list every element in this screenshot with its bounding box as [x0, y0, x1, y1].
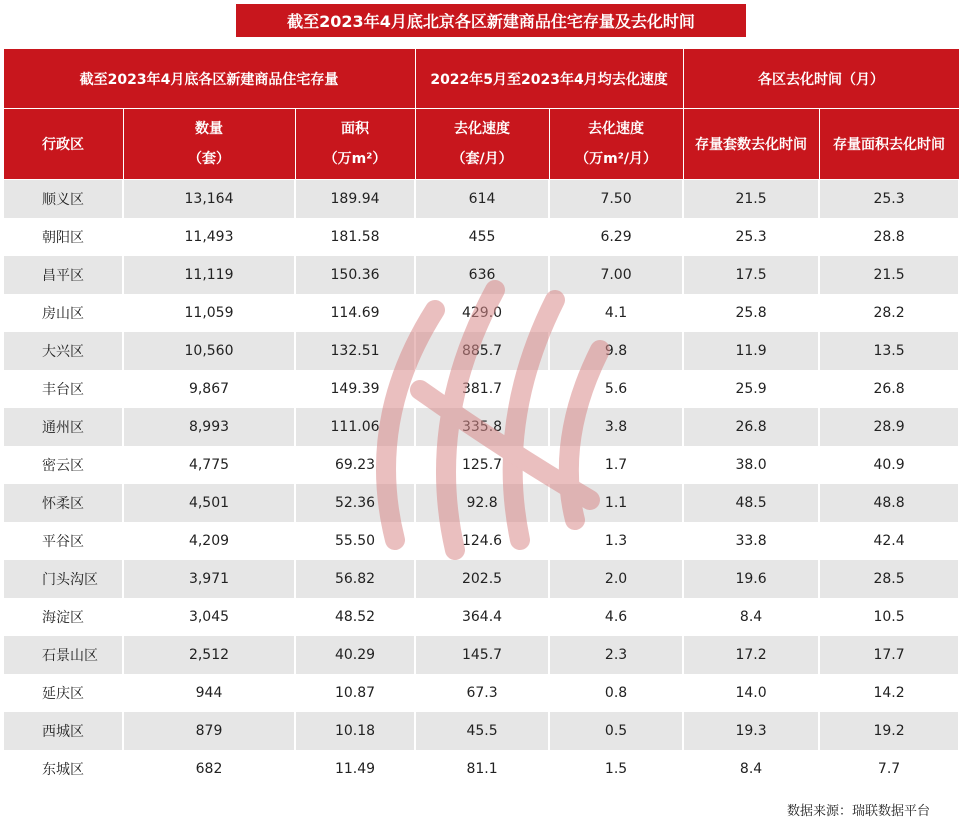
column-header-speed-units: [415, 109, 549, 180]
data-source-note: 数据来源：瑞联数据平台: [786, 804, 930, 819]
speed-area-cell: 3.8: [549, 408, 683, 446]
time-units-cell: 19.3: [683, 712, 819, 750]
time-area-cell: 28.8: [819, 218, 959, 256]
speed-units-cell: 67.3: [415, 674, 549, 712]
speed-area-cell: 7.50: [549, 180, 683, 219]
time-area-cell: 40.9: [819, 446, 959, 484]
speed-units-cell: 381.7: [415, 370, 549, 408]
area-cell: 181.58: [295, 218, 415, 256]
speed-units-cell: 124.6: [415, 522, 549, 560]
stock-table: [2, 48, 960, 788]
time-units-cell: 26.8: [683, 408, 819, 446]
table-row: [3, 560, 959, 598]
district-cell: 石景山区: [3, 636, 123, 674]
time-units-cell: 38.0: [683, 446, 819, 484]
table-row: [3, 332, 959, 370]
district-cell: 大兴区: [3, 332, 123, 370]
speed-units-cell: 335.8: [415, 408, 549, 446]
time-units-cell: 19.6: [683, 560, 819, 598]
speed-units-cell: 455: [415, 218, 549, 256]
speed-area-cell: 7.00: [549, 256, 683, 294]
area-cell: 114.69: [295, 294, 415, 332]
time-units-cell: 21.5: [683, 180, 819, 219]
table-row: [3, 218, 959, 256]
table-row: [3, 408, 959, 446]
area-cell: 150.36: [295, 256, 415, 294]
table-row: [3, 598, 959, 636]
table-row: [3, 712, 959, 750]
speed-area-cell: 2.0: [549, 560, 683, 598]
time-area-cell: 26.8: [819, 370, 959, 408]
time-units-cell: 8.4: [683, 598, 819, 636]
speed-area-cell: 0.5: [549, 712, 683, 750]
area-cell: 40.29: [295, 636, 415, 674]
area-cell: 10.18: [295, 712, 415, 750]
column-header-speed-units-unit: （套/月）: [451, 151, 513, 167]
district-cell: 通州区: [3, 408, 123, 446]
area-cell: 48.52: [295, 598, 415, 636]
column-header-count: [123, 109, 295, 180]
column-header-speed-area: [549, 109, 683, 180]
area-cell: 55.50: [295, 522, 415, 560]
time-area-cell: 13.5: [819, 332, 959, 370]
time-units-cell: 8.4: [683, 750, 819, 788]
time-units-cell: 33.8: [683, 522, 819, 560]
time-area-cell: 7.7: [819, 750, 959, 788]
count-cell: 11,119: [123, 256, 295, 294]
speed-area-cell: 1.7: [549, 446, 683, 484]
count-cell: 682: [123, 750, 295, 788]
area-cell: 69.23: [295, 446, 415, 484]
time-units-cell: 25.8: [683, 294, 819, 332]
time-area-cell: 17.7: [819, 636, 959, 674]
time-units-cell: 17.2: [683, 636, 819, 674]
speed-area-cell: 4.6: [549, 598, 683, 636]
time-units-cell: 14.0: [683, 674, 819, 712]
speed-area-cell: 9.8: [549, 332, 683, 370]
count-cell: 11,059: [123, 294, 295, 332]
count-cell: 3,045: [123, 598, 295, 636]
speed-area-cell: 0.8: [549, 674, 683, 712]
count-cell: 11,493: [123, 218, 295, 256]
table-row: [3, 256, 959, 294]
group-header-stock: 截至2023年4月底各区新建商品住宅存量: [3, 49, 415, 109]
district-cell: 昌平区: [3, 256, 123, 294]
speed-units-cell: 202.5: [415, 560, 549, 598]
speed-area-cell: 5.6: [549, 370, 683, 408]
area-cell: 11.49: [295, 750, 415, 788]
speed-units-cell: 81.1: [415, 750, 549, 788]
column-header-area-unit: （万m²）: [323, 151, 387, 167]
column-header-area-label: 面积: [341, 121, 370, 137]
area-cell: 10.87: [295, 674, 415, 712]
district-cell: 怀柔区: [3, 484, 123, 522]
speed-units-cell: 614: [415, 180, 549, 219]
table-row: [3, 636, 959, 674]
column-header-count-label: 数量: [195, 121, 223, 137]
speed-units-cell: 364.4: [415, 598, 549, 636]
district-cell: 门头沟区: [3, 560, 123, 598]
district-cell: 丰台区: [3, 370, 123, 408]
district-cell: 东城区: [3, 750, 123, 788]
district-cell: 海淀区: [3, 598, 123, 636]
table-row: [3, 674, 959, 712]
district-cell: 顺义区: [3, 180, 123, 219]
time-area-cell: 21.5: [819, 256, 959, 294]
time-units-cell: 25.9: [683, 370, 819, 408]
speed-units-cell: 125.7: [415, 446, 549, 484]
area-cell: 111.06: [295, 408, 415, 446]
count-cell: 4,209: [123, 522, 295, 560]
time-units-cell: 25.3: [683, 218, 819, 256]
column-header-speed-area-unit: （万m²/月）: [575, 151, 657, 167]
column-header-count-unit: （套）: [188, 151, 230, 167]
count-cell: 944: [123, 674, 295, 712]
column-header-speed-units-label: 去化速度: [454, 121, 511, 137]
speed-area-cell: 1.3: [549, 522, 683, 560]
count-cell: 8,993: [123, 408, 295, 446]
area-cell: 149.39: [295, 370, 415, 408]
group-header-speed: 2022年5月至2023年4月均去化速度: [415, 49, 683, 109]
district-cell: 平谷区: [3, 522, 123, 560]
time-area-cell: 28.5: [819, 560, 959, 598]
table-row: [3, 484, 959, 522]
column-header-time-area: 存量面积去化时间: [819, 109, 959, 180]
table-row: [3, 750, 959, 788]
speed-units-cell: 92.8: [415, 484, 549, 522]
area-cell: 56.82: [295, 560, 415, 598]
speed-units-cell: 45.5: [415, 712, 549, 750]
column-header-district: 行政区: [3, 109, 123, 180]
table-row: [3, 446, 959, 484]
area-cell: 189.94: [295, 180, 415, 219]
table-row: [3, 180, 959, 219]
time-area-cell: 42.4: [819, 522, 959, 560]
time-units-cell: 11.9: [683, 332, 819, 370]
district-cell: 西城区: [3, 712, 123, 750]
district-cell: 房山区: [3, 294, 123, 332]
table-row: [3, 294, 959, 332]
time-area-cell: 28.9: [819, 408, 959, 446]
time-area-cell: 14.2: [819, 674, 959, 712]
time-area-cell: 28.2: [819, 294, 959, 332]
count-cell: 879: [123, 712, 295, 750]
area-cell: 52.36: [295, 484, 415, 522]
speed-area-cell: 6.29: [549, 218, 683, 256]
speed-area-cell: 1.1: [549, 484, 683, 522]
column-header-speed-area-label: 去化速度: [588, 121, 645, 137]
count-cell: 13,164: [123, 180, 295, 219]
group-header-time: 各区去化时间（月）: [683, 49, 959, 109]
time-units-cell: 17.5: [683, 256, 819, 294]
time-area-cell: 19.2: [819, 712, 959, 750]
speed-units-cell: 885.7: [415, 332, 549, 370]
count-cell: 9,867: [123, 370, 295, 408]
column-header-area: [295, 109, 415, 180]
district-cell: 密云区: [3, 446, 123, 484]
table-row: [3, 522, 959, 560]
table-row: [3, 370, 959, 408]
count-cell: 10,560: [123, 332, 295, 370]
time-units-cell: 48.5: [683, 484, 819, 522]
district-cell: 朝阳区: [3, 218, 123, 256]
time-area-cell: 10.5: [819, 598, 959, 636]
count-cell: 4,501: [123, 484, 295, 522]
speed-area-cell: 2.3: [549, 636, 683, 674]
column-header-time-units: 存量套数去化时间: [683, 109, 819, 180]
area-cell: 132.51: [295, 332, 415, 370]
district-cell: 延庆区: [3, 674, 123, 712]
speed-units-cell: 145.7: [415, 636, 549, 674]
speed-area-cell: 1.5: [549, 750, 683, 788]
count-cell: 2,512: [123, 636, 295, 674]
time-area-cell: 25.3: [819, 180, 959, 219]
speed-area-cell: 4.1: [549, 294, 683, 332]
chart-title: 截至2023年4月底北京各区新建商品住宅存量及去化时间: [236, 4, 746, 37]
count-cell: 4,775: [123, 446, 295, 484]
time-area-cell: 48.8: [819, 484, 959, 522]
speed-units-cell: 429.0: [415, 294, 549, 332]
count-cell: 3,971: [123, 560, 295, 598]
speed-units-cell: 636: [415, 256, 549, 294]
